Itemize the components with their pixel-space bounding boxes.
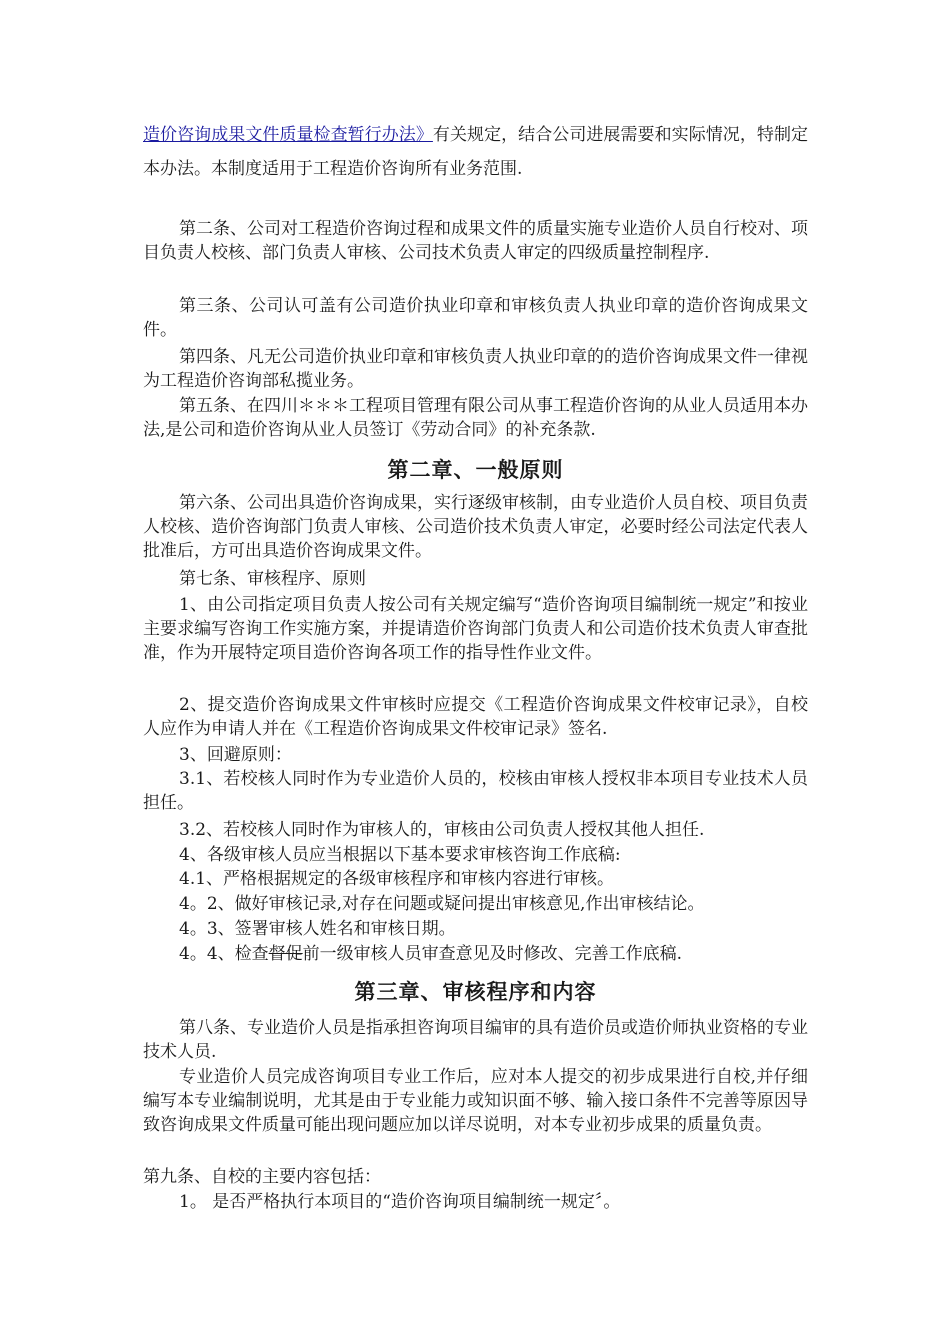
item-4-2: 4。2、做好审核记录,对存在问题或疑问提出审核意见,作出审核结论。: [179, 894, 705, 914]
item-2: 2、提交造价咨询成果文件审核时应提交《工程造价咨询成果文件校审记录》，自校人应作为申请人并在《工程造价咨询成果文件校审记录》签名.: [143, 695, 808, 739]
item-4: 4、各级审核人员应当根据以下基本要求审核咨询工作底稿:: [179, 845, 621, 865]
item-1: 1、由公司指定项目负责人按公司有关规定编写“造价咨询项目编制统一规定”和按业主要求编写咨询工作实施方案，并提请造价咨询部门负责人和公司造价技术负责人审查批准，作为开展特定项目造价咨询各项工作的指导性作业文件。: [143, 595, 808, 663]
article-7: 第七条、审核程序、原则: [179, 569, 366, 589]
struck-text: 督促: [268, 944, 303, 964]
item-3: 3、回避原则：: [179, 745, 292, 765]
item-3-1: 3.1、若校核人同时作为专业造价人员的，校核由审核人授权非本项目专业技术人员担任。: [143, 769, 808, 813]
item-4-3: 4。3、签署审核人姓名和审核日期。: [179, 919, 456, 939]
chapter-3-heading: 第三章、审核程序和内容: [354, 979, 597, 1004]
chapter-2-heading: 第二章、一般原则: [387, 457, 564, 482]
article-3: 第三条、公司认可盖有公司造价执业印章和审核负责人执业印章的造价咨询成果文件。: [143, 296, 808, 340]
article-9: 第九条、自校的主要内容包括：: [143, 1167, 381, 1187]
item-3-2: 3.2、若校核人同时作为审核人的，审核由公司负责人授权其他人担任.: [179, 820, 705, 840]
intro-text: 有关规定，结合公司进展需要和实际情况，特制定本办法。本制度适用于工程造价咨询所有业务范围.: [143, 125, 809, 179]
article-4: 第四条、凡无公司造价执业印章和审核负责人执业印章的的造价咨询成果文件一律视为工程造价咨询部私揽业务。: [143, 347, 808, 391]
intro-paragraph: [143, 118, 808, 186]
article-2: 第二条、公司对工程造价咨询过程和成果文件的质量实施专业造价人员自行校对、项目负责人校核、部门负责人审核、公司技术负责人审定的四级质量控制程序.: [143, 219, 808, 263]
item-4-4-prefix: 4。4、检查: [179, 944, 269, 964]
item-4-4-suffix: 前一级审核人员审查意见及时修改、完善工作底稿.: [302, 944, 683, 964]
regulation-link[interactable]: 造价咨询成果文件质量检查暂行办法》: [143, 125, 433, 145]
item-4-4: [143, 942, 808, 966]
article-8: 第八条、专业造价人员是指承担咨询项目编审的具有造价员或造价师执业资格的专业技术人员.: [143, 1018, 808, 1062]
article-9-item-1: 1。 是否严格执行本项目的“造价咨询项目编制统一规定〞。: [179, 1192, 621, 1212]
self-check-paragraph: 专业造价人员完成咨询项目专业工作后，应对本人提交的初步成果进行自校,并仔细编写本专业编制说明，尤其是由于专业能力或知识面不够、输入接口条件不完善等原因导致咨询成果文件质量可能出现问题应加以详尽说明，对本专业初步成果的质量负责。: [143, 1067, 808, 1135]
article-6: 第六条、公司出具造价咨询成果，实行逐级审核制，由专业造价人员自校、项目负责人校核、造价咨询部门负责人审核、公司造价技术负责人审定，必要时经公司法定代表人批准后，方可出具造价咨询成果文件。: [143, 493, 808, 561]
item-4-1: 4.1、严格根据规定的各级审核程序和审核内容进行审核。: [179, 869, 615, 889]
article-5: 第五条、在四川＊＊＊工程项目管理有限公司从事工程造价咨询的从业人员适用本办法,是公司和造价咨询从业人员签订《劳动合同》的补充条款.: [143, 396, 808, 440]
